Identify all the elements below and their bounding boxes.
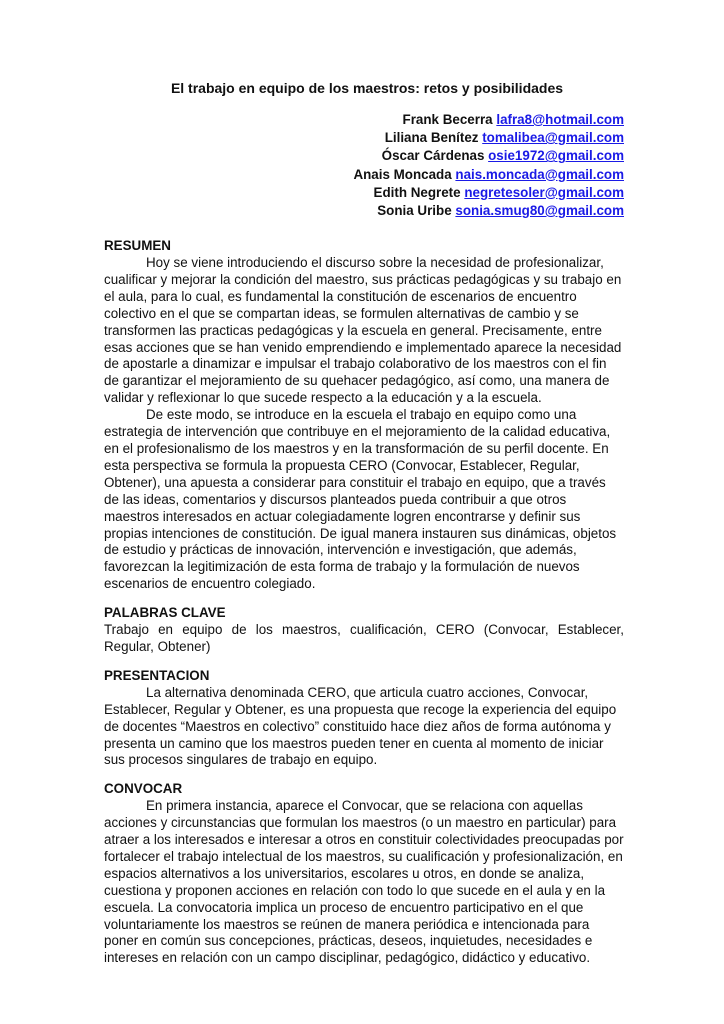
author-name: Óscar Cárdenas	[381, 148, 485, 164]
section-presentacion	[104, 668, 624, 769]
author-line	[104, 184, 624, 202]
section-resumen	[104, 238, 624, 593]
section-palabras-clave	[104, 605, 624, 656]
author-name: Liliana Benítez	[384, 130, 479, 146]
author-email-link[interactable]: osie1972@gmail.com	[488, 148, 624, 164]
author-line	[104, 111, 624, 129]
document-page	[104, 80, 624, 979]
author-email-link[interactable]: sonia.smug80@gmail.com	[455, 202, 624, 218]
paragraph: De este modo, se introduce en la escuela el trabajo en equipo como una estrategia de intervención que contribuye en el mejoramiento de la calidad educativa, en el profesionalismo de los maestros y en la transformación de su perfil docente. En esta perspectiva se formula la propuesta CERO (Convocar, Establecer, Regular, Obtener), una apuesta a considerar para constituir el trabajo en equipo, que a través de las ideas, comentarios y discursos planteados pueda contribuir a que otros maestros interesados en actuar colegiadamente logren encontrarse y definir sus propias intenciones de constitución. De igual manera instauren sus dinámicas, objetos de estudio y prácticas de innovación, intervención e investigación, que además, favorezcan la legitimización de esta forma de trabajo y la formulación de nuevos escenarios de encuentro colegiado.	[104, 407, 617, 592]
author-email-link[interactable]: nais.moncada@gmail.com	[455, 166, 624, 182]
document-title: El trabajo en equipo de los maestros: retos y posibilidades	[170, 80, 564, 96]
author-email-link[interactable]: negretesoler@gmail.com	[464, 184, 624, 200]
author-line	[104, 202, 624, 220]
section-heading: PRESENTACION	[104, 667, 210, 683]
author-email-link[interactable]: lafra8@hotmail.com	[496, 111, 624, 127]
section-heading: CONVOCAR	[104, 781, 183, 797]
author-name: Sonia Uribe	[377, 202, 452, 218]
paragraph: En primera instancia, aparece el Convocar, que se relaciona con aquellas acciones y circunstancias que formulan los maestros (o un maestro en particular) para atraer a los interesados e interesar a otros en constituir colectividades preocupadas por fortalecer el trabajo intelectual de los maestros, su cualificación y profesionalización, en espacios alternativos a los universitarios, escolares u otros, en donde se analiza, cuestiona y proponen acciones en relación con todo lo que sucede en el aula y en la escuela. La convocatoria implica un proceso de encuentro participativo en el que voluntariamente los maestros se reúnen de manera periódica e intencionada para poner en común sus concepciones, prácticas, deseos, inquietudes, necesidades e intereses en relación con un campo disciplinar, pedagógico, didáctico y educativo.	[104, 798, 624, 966]
author-name: Frank Becerra	[402, 111, 493, 127]
author-list	[104, 111, 624, 220]
author-name: Anais Moncada	[353, 166, 452, 182]
section-heading: PALABRAS CLAVE	[104, 605, 226, 621]
author-email-link[interactable]: tomalibea@gmail.com	[482, 130, 624, 146]
section-heading: RESUMEN	[104, 238, 171, 254]
author-line	[104, 147, 624, 165]
author-line	[104, 166, 624, 184]
author-line	[104, 129, 624, 147]
section-convocar	[104, 781, 624, 967]
paragraph: La alternativa denominada CERO, que articula cuatro acciones, Convocar, Establecer, Regular y Obtener, es una propuesta que recoge la experiencia del equipo de docentes “Maestros en colectivo” constituido hace diez años de forma autónoma y presenta un camino que los maestros pueden tener en cuenta al momento de iniciar sus procesos singulares de trabajo en equipo.	[104, 684, 617, 768]
author-name: Edith Negrete	[373, 184, 461, 200]
keywords-text: Trabajo en equipo de los maestros, cualificación, CERO (Convocar, Establecer, Regular, Obtener)	[104, 622, 624, 654]
paragraph: Hoy se viene introduciendo el discurso sobre la necesidad de profesionalizar, cualificar y mejorar la condición del maestro, sus prácticas pedagógicas y su trabajo en el aula, para lo cual, es fundamental la constitución de escenarios de encuentro colectivo en el que se compartan ideas, se formulen alternativas de cambio y se transformen las practicas pedagógicas y la escuela en general. Precisamente, entre esas acciones que se han venido emprendiendo e implementado aparece la necesidad de apostarle a dinamizar e impulsar el trabajo colaborativo de los maestros con el fin de garantizar el mejoramiento de su quehacer pedagógico, así como, una manera de validar y reflexionar lo que sucede respecto a la educación y a la escuela.	[104, 255, 622, 406]
